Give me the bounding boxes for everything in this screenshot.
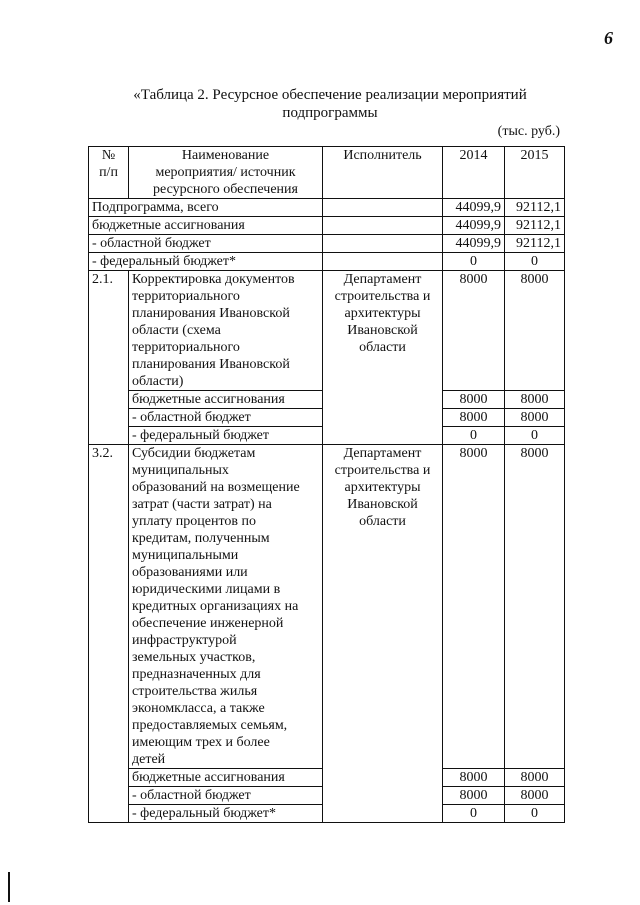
item-sub-2014: 8000 <box>443 409 505 427</box>
page-number: 6 <box>604 28 613 48</box>
item-name-line: обеспечение инженерной <box>132 616 284 631</box>
table-title-line-1: «Таблица 2. Ресурсное обеспечение реализации мероприятий <box>133 87 527 103</box>
item-name-line: Субсидии бюджетам <box>132 446 256 461</box>
item-executor-line: области <box>359 514 406 529</box>
item-row <box>89 445 565 769</box>
item-sub-2014: 0 <box>443 805 505 823</box>
item-executor-line: строительства и <box>334 463 431 478</box>
item-sub-label: - федеральный бюджет* <box>129 805 323 823</box>
summary-executor-empty <box>323 217 443 235</box>
item-name-line: экономкласса, а также <box>132 701 265 716</box>
summary-row <box>89 235 565 253</box>
item-sub-label: - областной бюджет <box>129 409 323 427</box>
summary-2014: 0 <box>443 253 505 271</box>
header-executor: Исполнитель <box>323 147 443 199</box>
header-num-line-2: п/п <box>99 165 118 180</box>
header-num <box>89 147 129 199</box>
item-name-line: предназначенных для <box>132 667 261 682</box>
item-name-line: юридическими лицами в <box>132 582 281 597</box>
item-2015: 8000 <box>505 445 565 769</box>
item-sub-2014: 8000 <box>443 391 505 409</box>
table-title <box>60 86 600 122</box>
summary-executor-empty <box>323 253 443 271</box>
summary-2015: 0 <box>505 253 565 271</box>
summary-2015: 92112,1 <box>505 217 565 235</box>
summary-executor-empty <box>323 199 443 217</box>
item-name-line: планирования Ивановской <box>132 306 290 321</box>
summary-label: Подпрограмма, всего <box>89 199 323 217</box>
item-name-line: области) <box>132 374 184 389</box>
summary-2014: 44099,9 <box>443 217 505 235</box>
header-name-line-2: мероприятия/ источник <box>155 165 296 180</box>
summary-2015: 92112,1 <box>505 235 565 253</box>
item-sub-2014: 0 <box>443 427 505 445</box>
summary-label: бюджетные ассигнования <box>89 217 323 235</box>
item-sub-label: бюджетные ассигнования <box>129 769 323 787</box>
item-sub-2015: 8000 <box>505 409 565 427</box>
item-name-line: инфраструктурой <box>132 633 237 648</box>
header-name <box>129 147 323 199</box>
item-number: 3.2. <box>89 445 129 823</box>
summary-label: - областной бюджет <box>89 235 323 253</box>
item-sub-label: бюджетные ассигнования <box>129 391 323 409</box>
item-sub-2015: 8000 <box>505 787 565 805</box>
header-num-line-1: № <box>101 148 116 163</box>
item-name-line: территориального <box>132 289 240 304</box>
item-executor-line: архитектуры <box>344 480 421 495</box>
item-name <box>129 271 323 391</box>
item-sub-label: - федеральный бюджет <box>129 427 323 445</box>
header-2015: 2015 <box>505 147 565 199</box>
item-sub-2015: 8000 <box>505 391 565 409</box>
units-label: (тыс. руб.) <box>497 124 560 139</box>
item-executor-line: архитектуры <box>344 306 421 321</box>
item-sub-2015: 0 <box>505 427 565 445</box>
item-name-line: земельных участков, <box>132 650 256 665</box>
item-executor <box>323 271 443 445</box>
item-name-line: области (схема <box>132 323 221 338</box>
item-executor <box>323 445 443 823</box>
header-name-line-3: ресурсного обеспечения <box>153 182 298 197</box>
item-row <box>89 271 565 391</box>
item-executor-line: Департамент <box>343 272 422 287</box>
item-name-line: планирования Ивановской <box>132 357 290 372</box>
item-name-line: территориального <box>132 340 240 355</box>
item-executor-line: Ивановской <box>347 497 418 512</box>
item-name-line: Корректировка документов <box>132 272 295 287</box>
item-2014: 8000 <box>443 445 505 769</box>
item-name-line: кредитных организациях на <box>132 599 299 614</box>
item-name-line: кредитам, полученным <box>132 531 270 546</box>
item-name-line: затрат (части затрат) на <box>132 497 272 512</box>
item-name-line: детей <box>132 752 166 767</box>
item-name-line: образованиями или <box>132 565 248 580</box>
margin-mark <box>8 872 10 902</box>
header-name-line-1: Наименование <box>181 148 270 163</box>
item-executor-line: области <box>359 340 406 355</box>
resource-table <box>88 146 565 823</box>
summary-row <box>89 253 565 271</box>
item-sub-label: - областной бюджет <box>129 787 323 805</box>
item-name-line: уплату процентов по <box>132 514 256 529</box>
item-2015: 8000 <box>505 271 565 391</box>
table-header-row <box>89 147 565 199</box>
summary-row <box>89 199 565 217</box>
item-name-line: муниципальными <box>132 548 239 563</box>
item-number: 2.1. <box>89 271 129 445</box>
item-sub-2015: 0 <box>505 805 565 823</box>
item-sub-2014: 8000 <box>443 769 505 787</box>
item-name <box>129 445 323 769</box>
summary-row <box>89 217 565 235</box>
summary-label: - федеральный бюджет* <box>89 253 323 271</box>
item-name-line: образований на возмещение <box>132 480 300 495</box>
item-sub-2014: 8000 <box>443 787 505 805</box>
item-sub-2015: 8000 <box>505 769 565 787</box>
item-executor-line: строительства и <box>334 289 431 304</box>
item-name-line: строительства жилья <box>132 684 258 699</box>
item-name-line: имеющим трех и более <box>132 735 270 750</box>
item-name-line: предоставляемых семьям, <box>132 718 288 733</box>
summary-2015: 92112,1 <box>505 199 565 217</box>
summary-2014: 44099,9 <box>443 199 505 217</box>
item-executor-line: Ивановской <box>347 323 418 338</box>
summary-2014: 44099,9 <box>443 235 505 253</box>
item-name-line: муниципальных <box>132 463 229 478</box>
summary-executor-empty <box>323 235 443 253</box>
header-2014: 2014 <box>443 147 505 199</box>
item-2014: 8000 <box>443 271 505 391</box>
item-executor-line: Департамент <box>343 446 422 461</box>
table-title-line-2: подпрограммы <box>282 105 378 121</box>
